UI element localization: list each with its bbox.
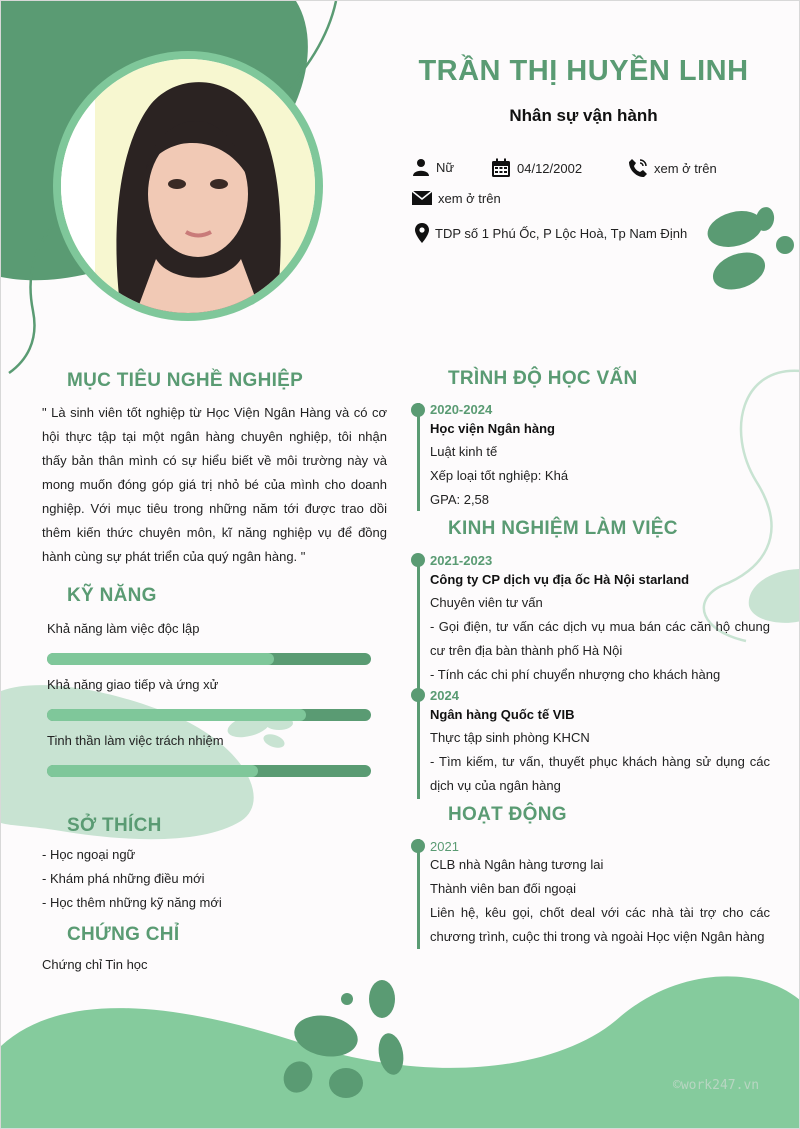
experience-position: Thực tập sinh phòng KHCN [430,730,590,745]
skill-bar-fill [47,653,274,665]
experience-company: Công ty CP dịch vụ địa ốc Hà Nội starland [430,572,690,587]
objective-title: MỤC TIÊU NGHỀ NGHIỆP [67,370,304,391]
address-value: TDP số 1 Phú Ốc, P Lộc Hoà, Tp Nam Định [435,225,688,241]
small-pale-blob [262,732,287,751]
green-leaf [708,246,770,296]
hobby-item: - Khám phá những điều mới [42,871,205,886]
job-title: Nhân sự vận hành [509,106,658,125]
timeline-dot [411,688,425,702]
skill-label: Khả năng làm việc độc lập [47,621,200,636]
calendar-icon [491,158,511,178]
experience-description: - Gọi điện, tư vấn các dịch vụ mua bán các căn hộ chung cư trên địa bàn thành phố Hà Nội [430,619,770,658]
activity-period: 2021 [430,839,459,854]
experience-position: Chuyên viên tư vấn [430,595,543,610]
hobby-item: - Học thêm những kỹ năng mới [42,895,222,910]
green-dot [341,993,353,1005]
education-major: Luật kinh tế [430,444,498,459]
experience-description: - Tính các chi phí chuyển nhượng cho khách hàng [430,667,721,682]
timeline-dot [411,839,425,853]
email-info [412,190,501,206]
experience-title: KINH NGHIỆM LÀM VIỆC [448,518,678,539]
timeline-line [417,554,420,799]
hobbies-title: SỞ THÍCH [67,815,162,836]
experience-company: Ngân hàng Quốc tế VIB [430,707,575,722]
email-value: xem ở trên [438,190,501,206]
address-info [415,223,687,243]
experience-description: - Tìm kiếm, tư vấn, thuyết phục khách hàng sử dụng các dịch vụ của ngân hàng [430,754,770,793]
skill-bar [47,765,371,777]
green-leaf [704,205,767,252]
certificate-item: Chứng chỉ Tin học [42,957,148,972]
skill-bar [47,653,371,665]
experience-period: 2021-2023 [430,553,493,568]
green-leaf [329,1068,363,1098]
candidate-name: TRẦN THỊ HUYỀN LINH [418,55,749,87]
activity-role: Thành viên ban đối ngoại [430,881,577,896]
timeline-line [417,403,420,511]
education-title: TRÌNH ĐỘ HỌC VẤN [448,368,638,389]
education-rank: Xếp loại tốt nghiệp: Khá [430,468,569,483]
timeline-dot [411,403,425,417]
skill-label: Khả năng giao tiếp và ứng xử [47,677,219,692]
education-period: 2020-2024 [430,402,493,417]
skill-bar-fill [47,765,258,777]
activity-org: CLB nhà Ngân hàng tương lai [430,857,604,872]
skill-label: Tinh thần làm việc trách nhiệm [47,733,224,748]
mail-icon [412,190,432,206]
phone-icon [628,158,648,178]
timeline-dot [411,553,425,567]
watermark: ©work247.vn [673,1078,760,1093]
gender-value: Nữ [436,159,455,175]
green-leaf [776,236,794,254]
green-leaf [369,980,395,1018]
skills-title: KỸ NĂNG [67,585,157,606]
activities-title: HOẠT ĐỘNG [448,804,567,825]
skill-bar [47,709,371,721]
phone-info [628,158,717,178]
education-gpa: GPA: 2,58 [430,492,490,507]
avatar [61,59,315,313]
certificates-title: CHỨNG CHỈ [67,924,180,945]
experience-period: 2024 [430,688,459,703]
skill-bar-fill [47,709,306,721]
hobby-item: - Học ngoại ngữ [42,847,136,862]
objective-text: " Là sinh viên tốt nghiệp từ Học Viện Ngân Hàng và có cơ hội thực tập tại một ngân hàng chuyên nghiệp, tôi nhận thấy bản thân mình có sự hiểu biết về môi trường này và mong muốn đóng góp giá trị nhỏ bé của mình cho doanh nghiệp. Với mục tiêu trong những năm tới được trao dồi thêm kiến thức chuyên môn, kĩ năng nghiệp vụ để đồng hành cùng sự phát triển của quý ngân hàng. " [42,405,387,564]
timeline-line [417,839,420,949]
gender-info [412,158,454,176]
user-icon [412,158,430,176]
education-school: Học viện Ngân hàng [430,421,555,436]
birthday-value: 04/12/2002 [517,160,583,176]
avatar-photo [61,59,315,313]
activity-description: Liên hệ, kêu gọi, chốt deal với các nhà tài trợ cho các chương trình, cuộc thi trong và ngoài Học viện Ngân hàng [430,905,770,944]
phone-value: xem ở trên [654,160,717,176]
birthday-info [491,158,582,178]
location-icon [415,223,429,243]
